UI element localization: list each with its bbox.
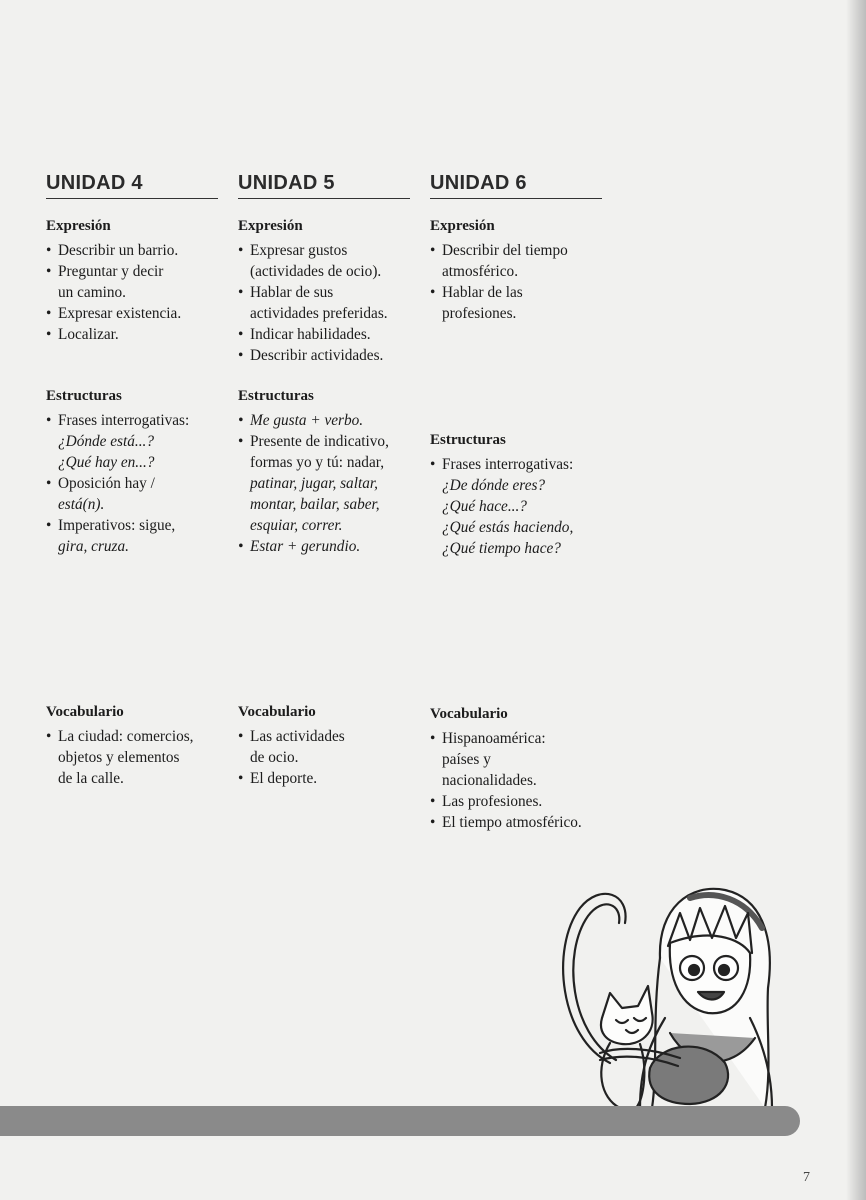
section-vocabulario bbox=[238, 704, 418, 789]
list-item: • Las actividades bbox=[238, 726, 418, 747]
list-item-continuation: ¿Qué estás haciendo, bbox=[442, 519, 574, 536]
unit-title: UNIDAD 4 bbox=[46, 172, 218, 199]
list-item: • Imperativos: sigue, bbox=[46, 515, 226, 536]
list-item-continuation: ¿Qué tiempo hace? bbox=[442, 540, 561, 557]
section-heading: Expresión bbox=[238, 218, 303, 234]
list-item: • Describir un barrio. bbox=[46, 240, 226, 261]
list-item: • Preguntar y decir bbox=[46, 261, 226, 282]
list-item: • Las profesiones. bbox=[430, 791, 610, 812]
list-item-continuation: esquiar, correr. bbox=[250, 517, 343, 534]
section-heading: Vocabulario bbox=[430, 706, 508, 722]
list-item-continuation: ¿Dónde está...? bbox=[58, 433, 155, 450]
unit-title: UNIDAD 6 bbox=[430, 172, 602, 199]
section-heading: Expresión bbox=[430, 218, 495, 234]
list-item-continuation: un camino. bbox=[58, 284, 126, 301]
list-item-continuation: objetos y elementos bbox=[58, 749, 180, 766]
page-number: 7 bbox=[803, 1170, 810, 1185]
list-item: • Expresar existencia. bbox=[46, 303, 226, 324]
unit-title: UNIDAD 5 bbox=[238, 172, 410, 199]
section-heading: Vocabulario bbox=[238, 704, 316, 720]
bottom-decorative-bar bbox=[0, 1106, 800, 1136]
list-item-continuation: países y bbox=[442, 751, 491, 768]
section-vocabulario bbox=[430, 706, 610, 833]
list-item: • Frases interrogativas: bbox=[46, 410, 226, 431]
list-item: • Oposición hay / bbox=[46, 473, 226, 494]
section-estructuras bbox=[430, 432, 610, 559]
column-unidad-6 bbox=[430, 172, 605, 831]
column-unidad-5 bbox=[238, 172, 413, 787]
list-item: • El tiempo atmosférico. bbox=[430, 812, 610, 833]
list-item: • Hablar de las bbox=[430, 282, 610, 303]
list-item-continuation: formas yo y tú: nadar, bbox=[250, 454, 385, 471]
list-item-continuation: está(n). bbox=[58, 496, 105, 513]
list-item-continuation: ¿Qué hay en...? bbox=[58, 454, 155, 471]
list-item-continuation: (actividades de ocio). bbox=[250, 263, 382, 280]
list-item: • Hispanoamérica: bbox=[430, 728, 610, 749]
list-item-continuation: ¿De dónde eres? bbox=[442, 477, 546, 494]
list-item-continuation: profesiones. bbox=[442, 305, 517, 322]
section-estructuras bbox=[46, 388, 226, 557]
section-estructuras bbox=[238, 388, 418, 557]
section-heading: Expresión bbox=[46, 218, 111, 234]
girl-with-cat-illustration bbox=[540, 868, 780, 1113]
section-heading: Estructuras bbox=[238, 388, 314, 404]
list-item: • Frases interrogativas: bbox=[430, 454, 610, 475]
list-item: • Indicar habilidades. bbox=[238, 324, 418, 345]
list-item: • Localizar. bbox=[46, 324, 226, 345]
list-item-continuation: de ocio. bbox=[250, 749, 299, 766]
list-item-continuation: patinar, jugar, saltar, bbox=[250, 475, 378, 492]
list-item: • Me gusta + verbo. bbox=[238, 410, 418, 431]
list-item: • El deporte. bbox=[238, 768, 418, 789]
section-expresion bbox=[46, 218, 226, 345]
list-item: • Describir actividades. bbox=[238, 345, 418, 366]
list-item-continuation: nacionalidades. bbox=[442, 772, 537, 789]
list-item: • Expresar gustos bbox=[238, 240, 418, 261]
list-item: • Describir del tiempo bbox=[430, 240, 610, 261]
list-item: • La ciudad: comercios, bbox=[46, 726, 226, 747]
list-item-continuation: montar, bailar, saber, bbox=[250, 496, 380, 513]
column-unidad-4 bbox=[46, 172, 221, 787]
list-item-continuation: atmosférico. bbox=[442, 263, 519, 280]
section-expresion bbox=[430, 218, 610, 324]
section-vocabulario bbox=[46, 704, 226, 789]
list-item-continuation: gira, cruza. bbox=[58, 538, 129, 555]
section-heading: Estructuras bbox=[46, 388, 122, 404]
section-expresion bbox=[238, 218, 418, 366]
list-item-continuation: actividades preferidas. bbox=[250, 305, 388, 322]
list-item-continuation: de la calle. bbox=[58, 770, 124, 787]
list-item-continuation: ¿Qué hace...? bbox=[442, 498, 527, 515]
list-item: • Presente de indicativo, bbox=[238, 431, 418, 452]
list-item: • Estar + gerundio. bbox=[238, 536, 418, 557]
list-item: • Hablar de sus bbox=[238, 282, 418, 303]
section-heading: Estructuras bbox=[430, 432, 506, 448]
section-heading: Vocabulario bbox=[46, 704, 124, 720]
page-edge-shadow bbox=[846, 0, 866, 1200]
